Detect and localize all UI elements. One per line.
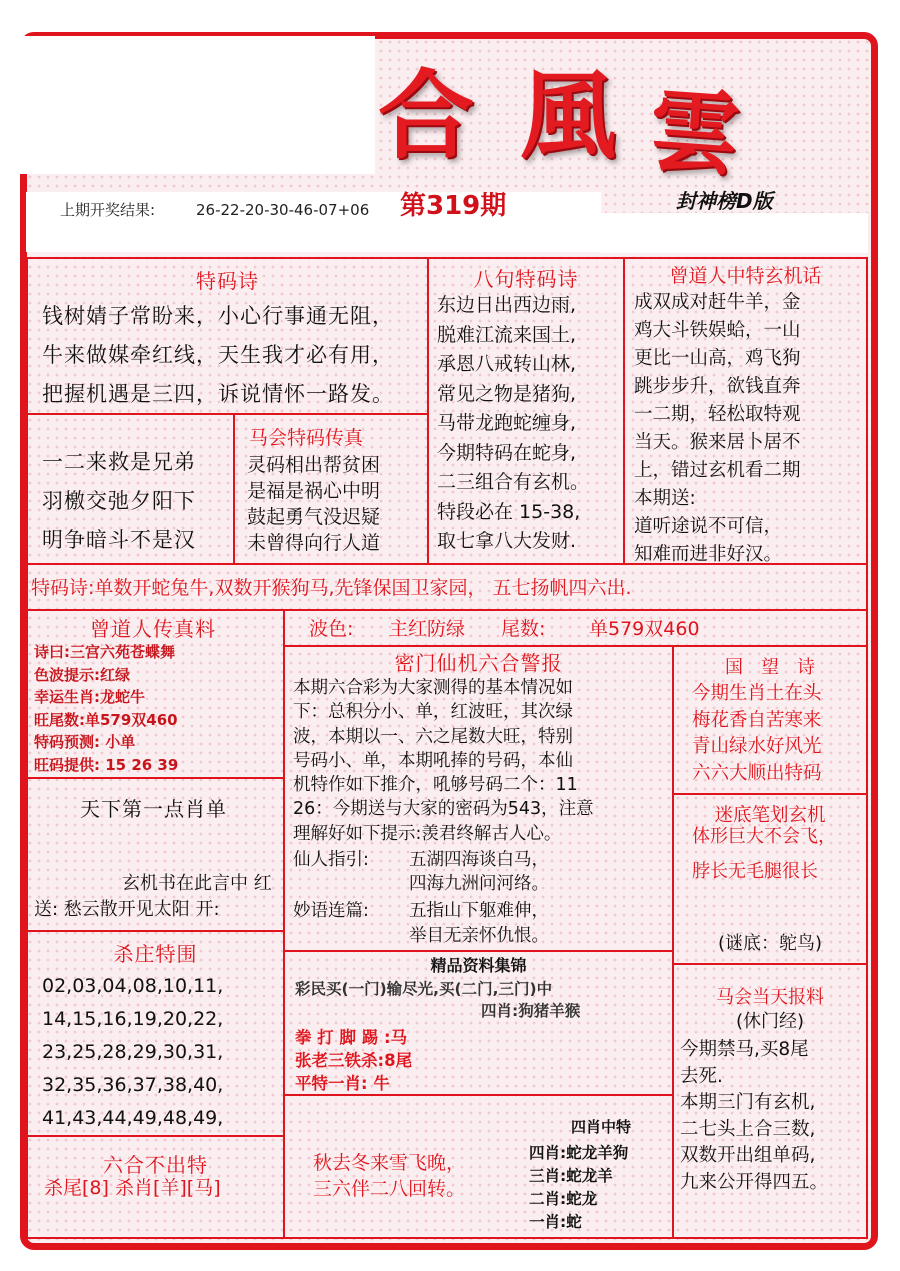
zeng-truth-line: 旺码提供: 15 26 39 [34,755,179,774]
banner-text: 特码诗:单数开蛇兔牛,双数开猴狗马,先锋保国卫家园， 五七扬帆四六出. [31,577,632,599]
poem1-box [26,257,429,415]
nation-poem-lines [692,681,866,787]
riddle-title: 迷底笔划玄机 [714,805,826,826]
poem1-line: 钱树婧子常盼来，小心行事通无阻， [42,304,394,328]
nation-poem-line: 六六大顺出特码 [692,762,822,784]
horse-truth-line: 鼓起勇气没迟疑 [247,506,381,528]
verse-line-2: 举目无亲怀仇恨。 [409,926,549,946]
horse-truth-title: 马会特码传真 [249,427,364,449]
no-special-title: 六合不出特 [103,1153,208,1177]
header-mask [20,36,375,174]
kill-lines [42,970,283,1135]
horse-today-line: 今期禁马,买8尾 [680,1039,809,1060]
horse-today-line: 二七头上合三数, [680,1118,816,1140]
horse-truth-lines [247,452,427,556]
last-result-label: 上期开奖结果: [60,201,156,219]
riddle-line-1: 体形巨大不会飞， [692,826,836,847]
no-special-box [26,1135,285,1239]
four-title: 四肖中特 [571,1118,632,1136]
boutique-line-1: 彩民买(一门)输尽光,买(二门,三门)中 [295,980,553,998]
hint-label: 仙人指引: [293,850,369,870]
secret-lines [293,676,672,846]
horse-today-box [672,963,868,1239]
riddle-answer: (谜底：鸵鸟) [717,933,823,954]
poem1-line: 把握机遇是三四，诉说情怀一路发。 [42,382,394,406]
zeng-poem-title: 曾道人中特玄机话 [669,265,822,287]
zeng-poem-line: 成双成对赶牛羊，金 [634,292,801,313]
eight-poem-line: 马带龙跑蛇缠身, [437,412,577,434]
eight-poem-lines [437,291,623,557]
zeng-truth-line: 特码预测: 小单 [34,733,136,751]
poem-small-line: 明争暗斗不是汉 [42,528,196,552]
horse-truth-line: 灵码相出帮贫困 [247,454,381,476]
horse-today-lines [680,1037,866,1196]
zeng-truth-line: 幸运生肖:龙蛇牛 [34,688,145,706]
horse-today-title: 马会当天报料 [716,987,824,1008]
world-first-line-1: 玄机书在此言中 红 [122,873,272,894]
poem1-lines [42,297,427,414]
kill-box [26,930,285,1137]
zeng-poem-line: 上，错过玄机看二期 [634,460,801,481]
poem-small-line: 一二来救是兄弟 [42,450,196,474]
zeng-poem-line: 道听途说不可信， [634,516,783,537]
four-lines [529,1142,672,1234]
four-line: 三肖:蛇龙羊 [529,1167,613,1185]
secret-title: 密门仙机六合警报 [394,651,563,675]
eight-poem-title: 八句特码诗 [473,267,579,291]
secret-line: 理解好如下提示:羡君终解古人心。 [293,823,562,844]
nation-poem-title: 国 望 诗 [725,657,815,678]
horse-truth-box [233,413,429,565]
boutique-title: 精品资料集锦 [430,956,527,975]
secret-line: 波，本期以一、六之尾数大旺，特别 [293,726,573,747]
boutique-item: 平特一肖: 牛 [295,1074,390,1093]
boutique-items [295,1026,672,1095]
boutique-box [283,950,674,1096]
verse-label: 妙语连篇: [293,901,369,921]
world-first-box [26,777,285,932]
zeng-poem-lines [634,289,866,565]
logo-char-1: 合 [378,59,474,172]
world-first-title: 天下第一点肖单 [80,797,227,821]
secret-line: 本期六合彩为大家测得的基本情况如 [293,678,573,698]
wave-label: 波色: [309,618,354,640]
edition-bar [600,213,868,253]
horse-today-line: 本期三门有玄机, [680,1092,816,1113]
secret-line: 机特作如下推介，吼够号码二个：11 [293,775,578,796]
banner-box [26,563,868,611]
horse-today-line: 去死. [680,1065,723,1087]
four-line: 二肖:蛇龙 [529,1190,598,1208]
eight-poem-line: 二三组合有玄机。 [437,471,590,493]
eight-poem-line: 东边日出西边雨, [437,294,577,316]
eight-poem-box [427,257,625,565]
zeng-poem-box [623,257,868,565]
poem-small-lines [42,443,233,560]
zeng-truth-lines [34,641,283,776]
kill-line: 14,15,16,19,20,22, [42,1008,224,1030]
horse-today-subtitle: (休门经) [735,1011,805,1032]
zeng-truth-box [26,609,285,779]
riddle-line-2: 脖长无毛腿很长 [692,861,818,882]
no-special-text: 杀尾[8] 杀肖[羊][马] [44,1177,221,1199]
zeng-poem-line: 当天。猴来居卜居不 [634,432,801,453]
hint-line-2: 四海九洲问河络。 [409,874,549,894]
zeng-truth-line: 色波提示:红绿 [34,665,130,684]
boutique-item: 张老三铁杀:8尾 [295,1051,413,1070]
autumn-line-2: 三六伴二八回转。 [313,1178,466,1200]
zeng-poem-line: 鸡大斗铁娱蛤，一山 [634,320,801,341]
hint-line-1: 五湖四海谈白马， [409,850,549,870]
issue-number: 第319期 [400,191,507,221]
logo-char-3: 雲 [645,76,744,189]
horse-today-line: 九来公开得四五。 [680,1171,829,1193]
eight-poem-line: 特段必在 15-38, [437,500,581,523]
wave-box [283,609,868,647]
last-result-numbers: 26-22-20-30-46-07+06 [196,201,370,219]
secret-line: 号码小、单，本期吼捧的号码，本仙 [293,750,573,771]
eight-poem-line: 取七拿八大发财. [437,530,577,552]
zeng-truth-line: 旺尾数:单579双460 [34,710,178,729]
verse-line-1: 五指山下躯难伸， [409,901,549,921]
poem-small-box [26,413,235,565]
zeng-poem-line: 本期送: [634,488,696,509]
four-line: 一肖:蛇 [529,1213,582,1231]
boutique-line-2: 四肖:狗猪羊猴 [481,1002,581,1020]
horse-truth-line: 是福是祸心中明 [247,480,381,502]
eight-poem-line: 脱难江流来国土, [437,323,577,346]
edition-label: 封神榜D版 [676,189,773,213]
poem-small-line: 羽檄交弛夕阳下 [42,489,196,513]
nation-poem-line: 梅花香自苦寒来 [692,709,822,731]
secret-box [283,645,674,952]
kill-line: 41,43,44,49,48,49, [42,1107,224,1129]
zeng-poem-line: 跳步步升，欲钱直奔 [634,376,801,397]
autumn-line-1: 秋去冬来雪飞晚， [313,1152,466,1174]
secret-line: 26：今期送与大家的密码为543，注意 [293,799,594,820]
secret-line: 下：总积分小、单，红波旺，其次绿 [293,702,573,723]
poem1-line: 牛来做媒牵红线，天生我才必有用， [42,343,394,367]
zeng-poem-line: 知难而进非好汉。 [634,544,783,565]
nation-poem-line: 青山绿水好风光 [692,736,822,757]
eight-poem-line: 今期特码在蛇身, [437,441,577,464]
zeng-truth-title: 曾道人传真料 [90,617,216,641]
riddle-box [672,793,868,965]
horse-truth-line: 未曾得向行人道 [247,532,381,554]
autumn-box [283,1094,674,1239]
eight-poem-line: 常见之物是猪狗, [437,382,577,405]
tail-value: 单579双460 [589,618,700,640]
zeng-truth-line: 诗曰:三宫六苑苍蝶舞 [34,643,175,661]
kill-line: 32,35,36,37,38,40, [42,1074,224,1096]
zeng-poem-line: 一二期，轻松取特观 [634,404,801,425]
kill-line: 02,03,04,08,10,11, [42,975,224,997]
tail-label: 尾数: [501,618,546,640]
four-line: 四肖:蛇龙羊狗 [529,1144,629,1162]
nation-poem-box [672,645,868,795]
zeng-poem-line: 更比一山高，鸡飞狗 [634,348,801,369]
poem1-title: 特码诗 [196,269,259,293]
world-first-line-2: 送: 愁云散开见太阳 开: [34,899,220,920]
kill-title: 杀庄特围 [113,942,198,966]
eight-poem-line: 承恩八戒转山林, [437,353,577,375]
nation-poem-line: 今期生肖土在头 [692,683,822,704]
horse-today-line: 双数开出组单码, [680,1145,816,1166]
boutique-item: 拳 打 脚 踢 :马 [295,1028,408,1047]
kill-line: 23,25,28,29,30,31, [42,1041,224,1063]
logo-char-2: 風 [520,59,616,172]
wave-value: 主红防绿 [389,618,466,640]
